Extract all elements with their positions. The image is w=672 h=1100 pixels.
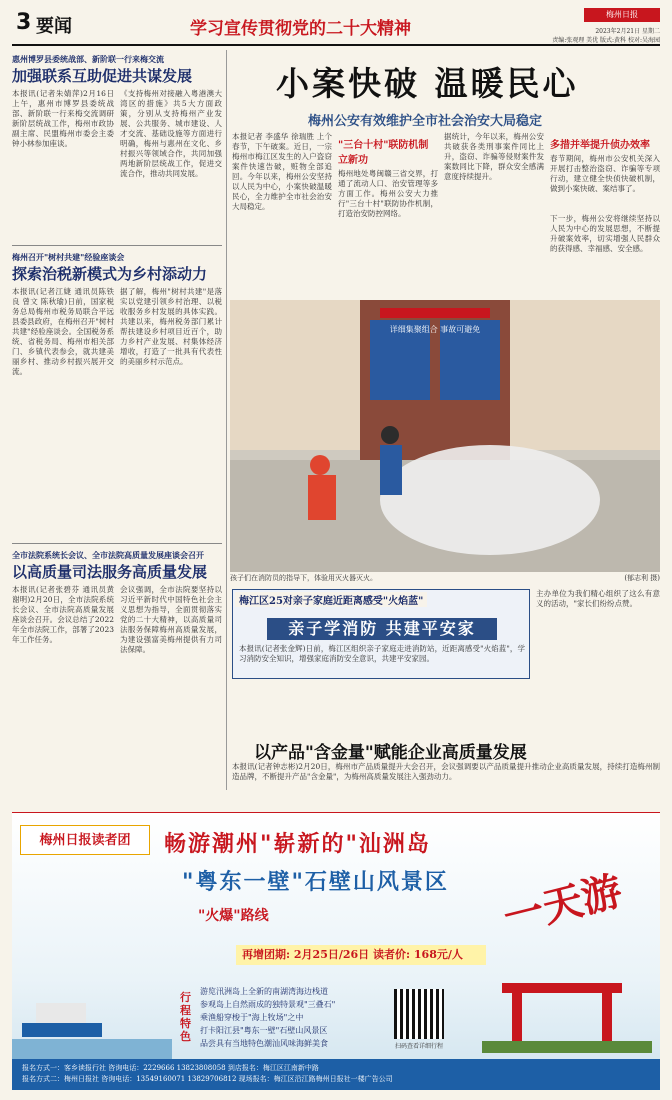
story1-body-b: 《支持梅州对接融入粤港澳大湾区的措施》共5大方面政策，分别从支持梅州产业发展、公共服务、城市建设、人才交流、基础设施等方面进行明确，梅州与惠州在文化、乡村振兴等领域合作，共同加强两地新阶层统战工作，促进交流合作，推动共同发展。: [120, 89, 222, 178]
story3-headline: 以高质量司法服务高质量发展: [12, 563, 208, 581]
issue-date: 2023年2月21日 星期二: [595, 28, 660, 35]
main-col4: [550, 132, 660, 304]
editor-credits: 责编:张观理 美优 版式:黄科 校对:吴海园: [552, 37, 660, 44]
main-col2: [338, 132, 438, 299]
fire-kicker: 梅江区25对亲子家庭近距离感受"火焰蓝": [235, 592, 427, 607]
story1-kicker: 惠州博罗县委统战部、新阶联一行来梅交流: [12, 54, 164, 64]
ad-feature-item: 打卡阳江县"粤东一壁"石壁山风景区: [200, 1026, 328, 1035]
section-number: 3: [16, 10, 32, 35]
story1-body-a: 本报讯(记者朱婧萍)2月16日上午，惠州市博罗县委统战部、新阶联一行来梅交流调研新阶层统战工作，梅州市政协副主席、民盟梅州市委会主委钟小林参加座谈。: [12, 89, 114, 148]
main-headline: 小案快破 温暖民心: [276, 64, 579, 103]
main-subheadline: 梅州公安有效维护全市社会治安大局稳定: [308, 114, 543, 129]
gate-icon: [482, 953, 652, 1053]
ad-feature-item: 乘渔船穿梭于"海上牧场"之中: [200, 1013, 304, 1022]
ad-features: [200, 985, 400, 1050]
fire-headline: 亲子学消防 共建平安家: [267, 618, 497, 640]
divider: [12, 543, 222, 544]
ad-feature-item: 游览汛洲岛上全新的南湖湾海边栈道: [200, 987, 328, 996]
fire-side-text: 主办单位为我们精心组织了这么有意义的活动，"家长们纷纷点赞。: [536, 589, 660, 608]
story2-body-b: 据了解，梅州"树村共建"是落实以党建引领乡村治理、以税收服务乡村发展的具体实践。共建以来，梅州税务部门累计帮扶建设乡村项目近百个，助力乡村产业发展、村集体经济增收，打造了一批具有代表性的美丽乡村示范点。: [120, 287, 222, 366]
ad-footer-line-1: 报名方式一：客乡读报行社 咨询电话：2229666 13823808058 到店报名：梅江区江南新中路: [22, 1064, 319, 1072]
left-column: [12, 54, 222, 735]
photo-caption: [230, 572, 660, 584]
ad-one-day: 一天游: [498, 867, 627, 942]
theme-banner: 学习宣传贯彻党的二十大精神: [190, 19, 411, 39]
story1-headline: 加强联系互助促进共谋发展: [12, 67, 193, 85]
main-body-c: 据统计，今年以来，梅州公安共破获各类刑事案件同比上升，盗窃、诈骗等侵财案件发案数同比下降，群众安全感满意度持续提升。: [444, 132, 544, 181]
ad-title-2: "粤东一壁"石壁山风景区: [182, 869, 449, 895]
ad-feature-label: 行程特色: [180, 991, 191, 1043]
main-subhead-2: 多措并举提升侦办效率: [550, 140, 650, 151]
photo-credit: (郁志利 摄): [624, 574, 660, 582]
ad-footer-line-2: 报名方式二：梅州日报社 咨询电话：13549160071 13829706812 现场报名：梅江区沿江路梅州日报社一楼广告公司: [22, 1075, 393, 1083]
fire-safety-box: [232, 589, 530, 679]
ad-feature-item: 品尝具有当地特色潮汕风味海鲜美食: [200, 1039, 328, 1048]
newspaper-logo: 梅州日报: [584, 8, 660, 22]
main-body-a: 本报记者 李盛华 徐瑞胜 上个春节，下午破案。近日，一宗梅州市梅江区发生的入户盗窃案件快速告破，赃物全部追回。今年以来，梅州公安坚持以人民为中心，小案快破温暖民心，全力维护全市社会治安大局稳定。: [232, 132, 332, 211]
page-header: [0, 0, 672, 42]
ad-hot-route: "火爆"路线: [198, 908, 269, 924]
ad-feature-item: 参观岛上自然雨成的独特景观"三叠石": [200, 1000, 336, 1009]
product-headline: 以产品"含金量"赋能企业高质量发展: [254, 743, 527, 763]
main-body-d: 春节期间，梅州市公安机关深入开展打击整治盗窃、诈骗等专项行动，建立健全快侦快破机制，做到小案快破、案结事了。: [550, 154, 660, 193]
boat-icon: [12, 963, 172, 1059]
news-photo: [230, 300, 660, 572]
divider: [12, 245, 222, 246]
main-body-b: 梅州地处粤闽赣三省交界，打通了流动人口、治安管理等多方面工作。梅州公安大力推行"三台十村"联防协作机制，打造治安防控网络。: [338, 169, 438, 218]
story3-body-a: 本报讯(记者张碧芬 通讯员黄谢明)2月20日，全市法院系统长会议、全市法院高质量发展座谈会召开。会议总结了2022年全市法院工作，部署了2023年工作任务。: [12, 585, 114, 644]
travel-advertisement: [12, 812, 660, 1090]
caption-text: 孩子们在消防员的指导下，体验用灭火器灭火。: [230, 574, 377, 582]
story2-headline: 探索治税新模式为乡村添动力: [12, 265, 208, 283]
story2-kicker: 梅州召开"树村共建"经验座谈会: [12, 252, 125, 262]
story3-body-b: 会议强调，全市法院要坚持以习近平新时代中国特色社会主义思想为指导，全面贯彻落实党的二十大精神，以高质量司法服务保障梅州高质量发展，为建设强富美梅州提供有力司法保障。: [120, 585, 222, 654]
photo-illustration: [230, 300, 660, 572]
qr-label: 扫码查看详细行程: [394, 1043, 443, 1050]
photo-sign-text: 详细集聚组合 事故可避免: [389, 325, 481, 334]
product-body: 本报讯(记者钟志彬)2月20日，梅州市产品质量提升大会召开，会议强调要以产品质量提升推动企业高质量发展，持续打造梅州制造品牌，不断提升产品"含金量"，为梅州高质量发展注入强劲动力。: [232, 762, 660, 781]
ad-brand: 梅州日报读者团: [20, 825, 150, 855]
qr-code-icon[interactable]: [394, 989, 444, 1039]
ad-dates-price: 再增团期: 2月25日/26日 读者价: 168元/人: [236, 945, 486, 965]
ad-title-1: 畅游潮州"崭新的"汕洲岛: [164, 831, 431, 857]
story2-body-a: 本报讯(记者江婕 通讯员陈铁良 曾文 陈秋瑜)日前，国家税务总局梅州市税务局联合平远县委县政府，在梅州召开"树村共建"经验座谈会。全国税务系统、省税务局、梅州市相关部门、乡镇代表参会，就共建美丽乡村、推动乡村振兴展开交流。: [12, 287, 114, 376]
main-body-e: 下一步，梅州公安将继续坚持以人民为中心的发展思想，不断提升破案效率，切实增强人民群众的获得感、幸福感、安全感。: [550, 214, 660, 253]
header-rule: [12, 44, 660, 46]
story3-kicker: 全市法院系统长会议、全市法院高质量发展座谈会召开: [12, 550, 204, 560]
main-subhead-1: "三台十村"联防机制立新功: [338, 140, 429, 166]
column-divider: [226, 50, 227, 790]
fire-body: 本报讯(记者张金辉)日前，梅江区组织亲子家庭走进消防站，近距离感受"火焰蓝"，学习消防安全知识，增强家庭消防安全意识，共建平安家园。: [239, 644, 525, 663]
ad-footer: [12, 1059, 660, 1090]
section-name: 要闻: [36, 16, 72, 37]
